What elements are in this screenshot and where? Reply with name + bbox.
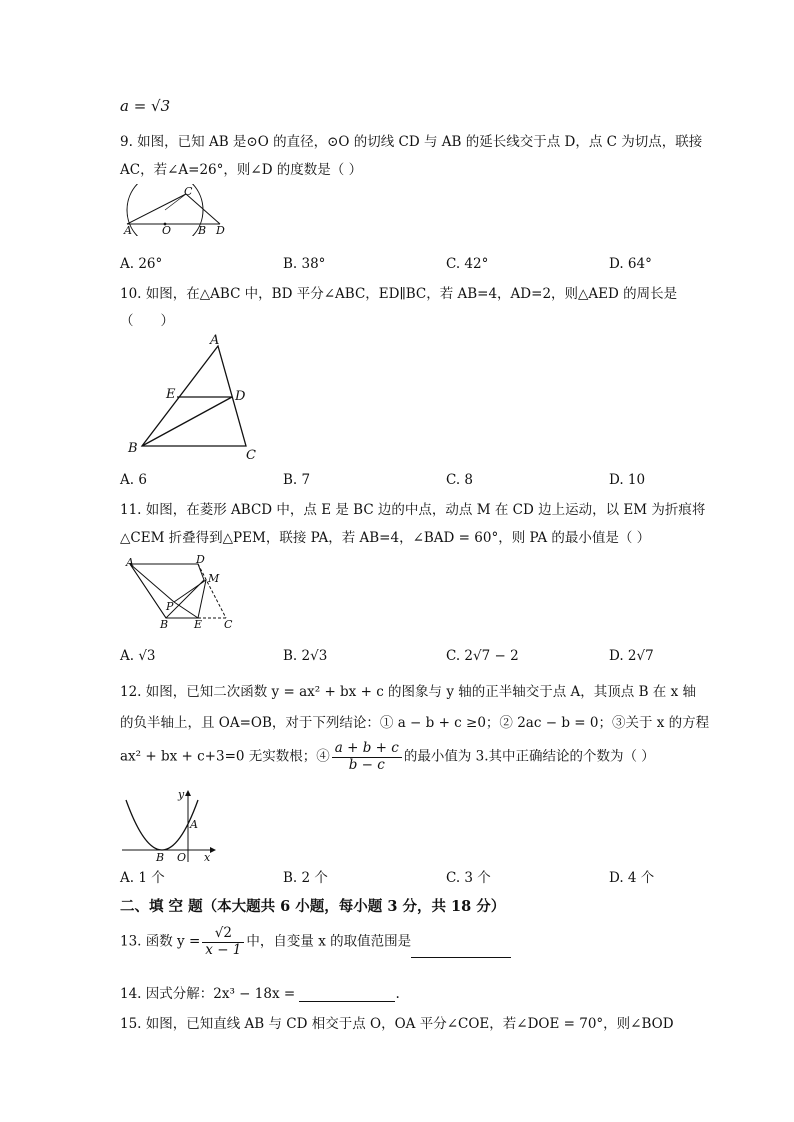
q14-line [120, 982, 400, 1002]
q10-label-e: E [166, 387, 176, 402]
q12-option-c: C. 3 个 [446, 870, 491, 886]
q12-frac-den: b − c [348, 756, 385, 773]
q11-option-b: B. 2√3 [283, 648, 328, 664]
q10-line2: （ ） [120, 313, 174, 329]
q11-figure [122, 554, 234, 630]
q12-label-x: x [204, 851, 211, 864]
q9-option-c: C. 42° [446, 256, 489, 272]
q12-line3-pre: ax² + bx + c+3=0 无实数根；④ [120, 748, 330, 765]
q13-line [120, 926, 511, 958]
q11-line2: △CEM 折叠得到△PEM，联接 PA，若 AB=4，∠BAD = 60°，则 PA 的最小值是（ ） [120, 530, 651, 546]
q9-figure [118, 184, 230, 236]
q10-line1: 10. 如图，在△ABC 中，BD 平分∠ABC，ED∥BC，若 AB=4，AD=2，则△AED 的周长是 [120, 286, 678, 302]
q11-line1: 11. 如图，在菱形 ABCD 中，点 E 是 BC 边的中点，动点 M 在 CD 边上运动，以 EM 为折痕将 [120, 502, 706, 518]
q9-option-a: A. 26° [120, 256, 163, 272]
q12-line2: 的负半轴上，且 OA=OB，对于下列结论：① a − b + c ≥0；② 2ac − b = 0；③关于 x 的方程 [120, 715, 710, 731]
q13-frac-num: √2 [202, 926, 244, 943]
q10-label-c: C [246, 448, 256, 462]
q9-label-b: B [198, 224, 207, 236]
q10-option-b: B. 7 [283, 472, 311, 488]
q13-frac-den: x − 1 [205, 941, 242, 958]
q11-option-d: D. 2√7 [609, 648, 654, 664]
q13-answer-blank[interactable] [411, 943, 511, 958]
q10-option-a: A. 6 [120, 472, 147, 488]
q14-answer-blank[interactable] [299, 987, 395, 1002]
q12-fraction [332, 741, 402, 773]
q14-post: . [395, 986, 400, 1002]
q9-line1: 9. 如图，已知 AB 是⊙O 的直径，⊙O 的切线 CD 与 AB 的延长线交于点 D，点 C 为切点，联接 [120, 134, 703, 150]
q12-option-d: D. 4 个 [609, 870, 655, 886]
section-heading: 二、填 空 题（本大题共 6 小题，每小题 3 分，共 18 分） [120, 898, 506, 915]
q12-line3 [120, 741, 655, 773]
q10-label-d: D [235, 389, 246, 404]
q14-pre: 14. 因式分解：2x³ − 18x = [120, 986, 296, 1002]
q12-label-a: A [190, 818, 198, 831]
q9-option-b: B. 38° [283, 256, 326, 272]
q12-line3-post: 的最小值为 3.其中正确结论的个数为（ ） [403, 748, 655, 765]
q12-line1: 12. 如图，已知二次函数 y = ax² + bx + c 的图象与 y 轴的正半轴交于点 A，其顶点 B 在 x 轴 [120, 684, 696, 700]
q11-label-b: B [160, 618, 169, 630]
q11-label-p: P [166, 600, 174, 613]
q9-option-d: D. 64° [609, 256, 652, 272]
q12-option-b: B. 2 个 [283, 870, 328, 886]
q11-label-e: E [194, 618, 203, 630]
q9-label-c: C [184, 185, 193, 198]
q11-label-c: C [224, 618, 233, 630]
q13-pre: 13. 函数 y = [120, 933, 201, 950]
top-equation: a = √3 [120, 97, 171, 115]
q15-line1: 15. 如图，已知直线 AB 与 CD 相交于点 O，OA 平分∠COE，若∠DOE = 70°，则∠BOD [120, 1016, 674, 1032]
q9-label-d: D [216, 224, 225, 236]
q11-label-a: A [126, 556, 134, 569]
q11-label-m: M [208, 572, 220, 585]
q12-label-o: O [177, 851, 187, 864]
q12-label-b: B [156, 851, 165, 864]
q10-label-a: A [210, 333, 220, 348]
q10-label-b: B [128, 441, 138, 456]
q9-label-a: A [124, 224, 132, 236]
q10-option-c: C. 8 [446, 472, 474, 488]
q9-label-o: O [162, 224, 172, 236]
q10-figure [122, 332, 264, 462]
q12-figure [120, 788, 218, 864]
q11-label-d: D [196, 554, 205, 566]
q13-fraction [202, 926, 244, 958]
q11-option-c: C. 2√7 − 2 [446, 648, 519, 664]
q9-line2: AC，若∠A=26°，则∠D 的度数是（ ） [120, 162, 363, 178]
q12-frac-num: a + b + c [332, 741, 402, 758]
q13-post: 中，自变量 x 的取值范围是 [246, 933, 412, 950]
q11-option-a: A. √3 [120, 648, 156, 664]
q12-option-a: A. 1 个 [120, 870, 165, 886]
q12-label-y: y [178, 788, 185, 801]
q10-option-d: D. 10 [609, 472, 646, 488]
